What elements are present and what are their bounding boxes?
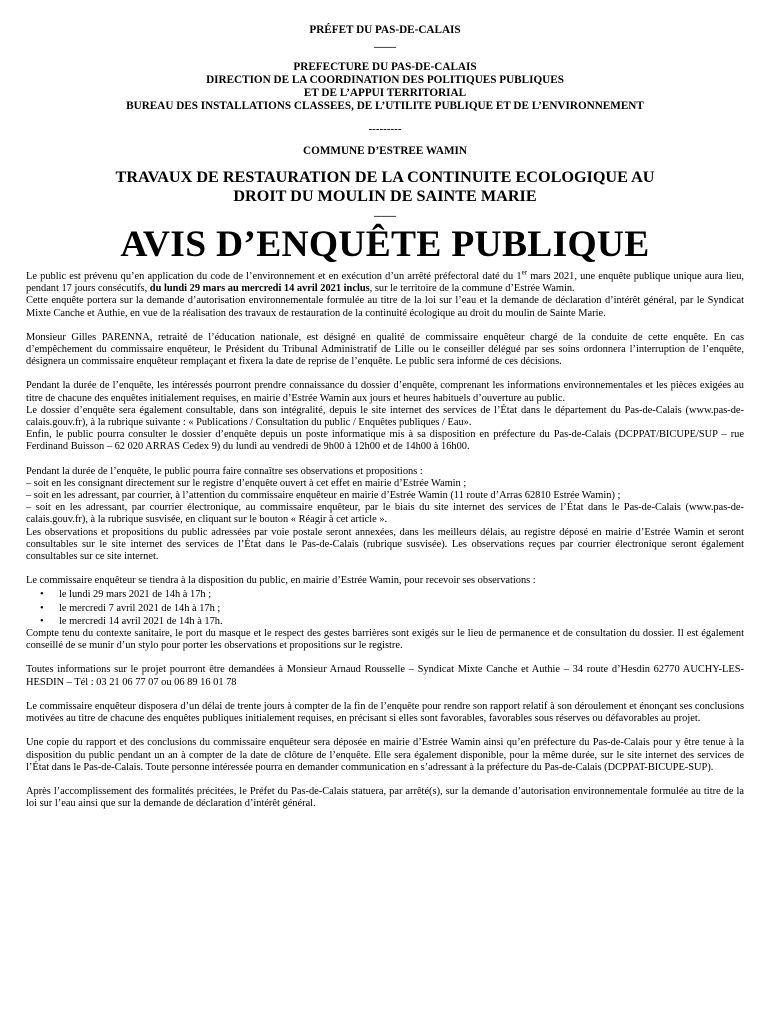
list-item [40,588,744,601]
project-title [26,168,744,206]
paragraph-dossier-online: Le dossier d’enquête sera également consultable, dans son intégralité, depuis le site internet des services de l’État dans le département du Pas-de-Calais (www.pas-de-calais.gouv.fr), à la rubrique suivante : « Publications / Consultation du public / Enquêtes publiques / Eau». [26,404,744,429]
enquete-dates: du lundi 29 mars au mercredi 14 avril 2021 inclus [149,283,370,295]
paragraph-permanences-intro: Le commissaire enquêteur se tiendra à la disposition du public, en mairie d’Estrée Wamin, pour recevoir ses observations : [26,575,536,587]
notice-body [26,268,744,810]
paragraph-intro [26,268,744,295]
observation-method-email: – soit en les adressant, par courrier électronique, au commissaire enquêteur, par le biais du site internet des services de l’État dans le Pas-de-Calais (www.pas-de-calais.gouv.fr), à la rubrique susvisée, en cliquant sur le bouton « Réagir à cet article ». [26,502,744,526]
bureau-line: BUREAU DES INSTALLATIONS CLASSEES, DE L’UTILITE PUBLIQUE ET DE L’ENVIRONNEMENT [126,100,644,112]
intro-text-b: mars 2021, une enquête publique unique aura lieu, pendant 17 jours consécutifs, [26,271,744,295]
permanence-date: le mercredi 14 avril 2021 de 14h à 17h. [59,615,223,627]
project-title-line2: DROIT DU MOULIN DE SAINTE MARIE [233,187,537,205]
paragraph-commissaire: Monsieur Gilles PARENNA, retraité de l’éducation nationale, est désigné en qualité de commissaire enquêteur chargé de la conduite de cette enquête. En cas d’empêchement du commissaire enquêteur, le Président du Tribunal Administratif de Lille ou le conseiller délégué par ses soins ordonnera l’interruption de l’enquête, désignera un commissaire enquêteur remplaçant et fixera la date de reprise de l’enquête. Le public sera informé de ces décisions. [26,331,744,368]
observation-method-courrier: – soit en les adressant, par courrier, à l’attention du commissaire enquêteur en mairie d’Estrée Wamin (11 route d’Arras 62810 Estrée Wamin) ; [26,490,621,502]
paragraph-object: Cette enquête portera sur la demande d’autorisation environnementale formulée au titre de la loi sur l’eau et la demande de déclaration d’intérêt général, par le Syndicat Mixte Canche et Authie, en vue de la réalisation des travaux de restauration de la continuité écologique au droit du moulin de Sainte Marie. [26,295,744,319]
project-title-line1: TRAVAUX DE RESTAURATION DE LA CONTINUITE ECOLOGIQUE AU [115,168,655,186]
dash-separator: --------- [368,123,402,135]
document-page [26,24,744,810]
paragraph-rapport: Le commissaire enquêteur disposera d’un délai de trente jours à compter de la fin de l’enquête pour rendre son rapport relatif à son déroulement et énonçant ses conclusions motivées au titre de chacune des enquêtes publiques initialement requises, en précisant si elles sont favorables, favorables sous réserves ou défavorables au projet. [26,700,744,725]
paragraph-copie-rapport: Une copie du rapport et des conclusions du commissaire enquêteur sera déposée en mairie d’Estrée Wamin ainsi qu’en préfecture du Pas-de-Calais pour y être tenue à la disposition du public pendant un an à compter de la date de clôture de l’enquête. Elle sera également disponible, pour la même durée, sur le site internet des services de l’État dans le Pas-de-Calais. Toute personne intéressée pourra en demander communication en s’adressant à la préfecture du Pas-de-Calais (DCPPAT-BICUPE-SUP). [26,737,744,773]
paragraph-observations-annexees: Les observations et propositions du public adressées par voie postale seront annexées, dans les meilleurs délais, au registre déposé en mairie d’Estrée Wamin et seront consultables sur le site internet des services de l’État dans le Pas-de-Calais (rubrique susvisée). Les observations reçues par courrier électronique seront également consultables sur ce site internet. [26,526,744,563]
ordinal-sup: er [521,268,528,277]
list-item [40,615,744,628]
list-item [40,602,744,615]
avis-heading: AVIS D’ENQUÊTE PUBLIQUE [120,224,650,265]
bullet-icon: • [40,602,44,614]
commune-heading: COMMUNE D’ESTREE WAMIN [303,145,467,157]
observation-method-registre: – soit en les consignant directement sur le registre d’enquête ouvert à cet effet en mairie d’Estrée Wamin ; [26,477,467,489]
paragraph-observations-intro: Pendant la durée de l’enquête, le public pourra faire connaître ses observations et propositions : [26,465,423,477]
bullet-icon: • [40,615,44,627]
title-separator: ____ [374,206,396,218]
paragraph-contact: Toutes informations sur le projet pourront être demandées à Monsieur Arnaud Rousselle – Syndicat Mixte Canche et Authie – 34 route d’Hesdin 62770 AUCHY-LES-HESDIN – Tél : 03 21 06 77 07 ou 06 89 16 01 78 [26,664,744,688]
paragraph-sanitaire: Compte tenu du contexte sanitaire, le port du masque et le respect des gestes barrières sont exigés sur le lieu de permanence et de consultation du dossier. Il est également conseillé de se munir d’un stylo pour porter les observations et propositions sur le registre. [26,628,744,652]
permanences-list [26,588,744,628]
permanence-date: le mercredi 7 avril 2021 de 14h à 17h ; [59,602,221,614]
intro-text-a: Le public est prévenu qu’en application du code de l’environnement et en exécution d’un arrêté préfectoral daté du 1 [26,271,522,282]
bullet-icon: • [40,589,44,601]
appui-line: ET DE L’APPUI TERRITORIAL [303,87,467,99]
separator: ____ [374,37,396,49]
prefecture-line: PREFECTURE DU PAS-DE-CALAIS [293,61,477,73]
prefet-heading: PRÉFET DU PAS-DE-CALAIS [309,24,461,36]
paragraph-poste-informatique: Enfin, le public pourra consulter le dossier d’enquête depuis un poste informatique mis à sa disposition en préfecture du Pas-de-Calais (DCPPAT/BICUPE/SUP – rue Ferdinand Buisson – 62 020 ARRAS Cedex 9) du lundi au vendredi de 9h00 à 12h00 et de 14h00 à 16h00. [26,429,744,453]
permanence-date: le lundi 29 mars 2021 de 14h à 17h ; [59,589,212,601]
direction-line: DIRECTION DE LA COORDINATION DES POLITIQUES PUBLIQUES [206,74,564,86]
paragraph-consultation: Pendant la durée de l’enquête, les intéressés pourront prendre connaissance du dossier d’enquête, comprenant les informations environnementales et les pièces exigées au titre de chacune des enquêtes initialement requises, en mairie d’Estrée Wamin aux jours et heures habituels d’ouverture au public. [26,380,744,404]
intro-text-c: , sur le territoire de la commune d’Estrée Wamin. [369,283,575,295]
paragraph-decision: Après l’accomplissement des formalités précitées, le Préfet du Pas-de-Calais statuera, par arrêté(s), sur la demande d’autorisation environnementale formulée au titre de la loi sur l’eau ainsi que sur la demande de déclaration d’intérêt général. [26,785,744,810]
